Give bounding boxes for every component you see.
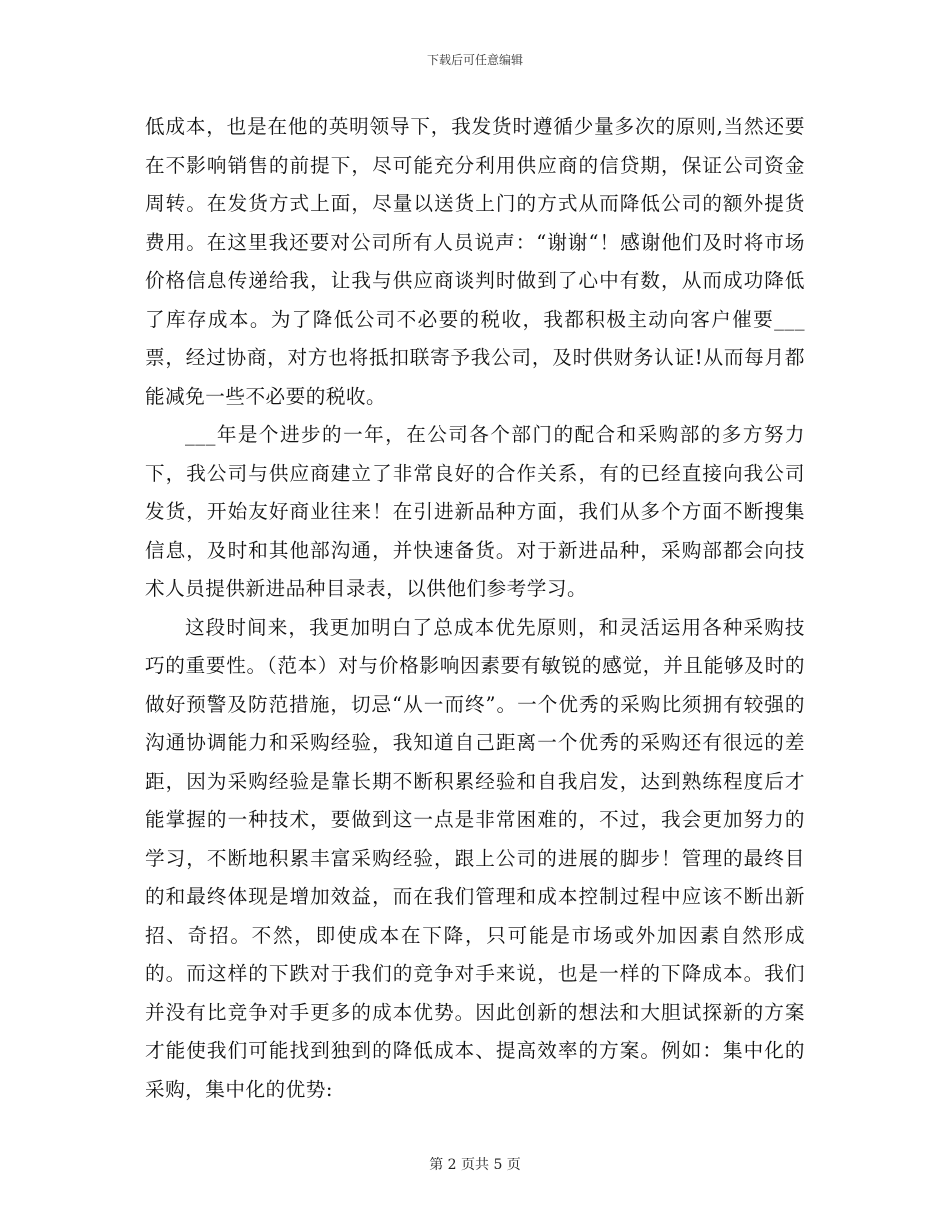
page-header: 下载后可任意编辑	[426, 53, 523, 67]
paragraph-progress-year: ___年是个进步的一年，在公司各个部门的配合和采购部的多方努力下，我公司与供应商建立了非常良好的合作关系，有的已经直接向我公司发货，开始友好商业往来！在引进新品种方面，我们从多个方面不断搜集信息，及时和其他部沟通，并快速备货。对于新进品种，采购部都会向技术人员提供新进品种目录表，以供他们参考学习。	[145, 423, 805, 600]
page-number: 第 2 页共 5 页	[429, 1157, 521, 1173]
paragraph-cost-principle: 这段时间来，我更加明白了总成本优先原则，和灵活运用各种采购技巧的重要性。（范本）对与价格影响因素要有敏锐的感觉，并且能够及时的做好预警及防范措施，切忌“从一而终”。一个优秀的采购比须拥有较强的沟通协调能力和采购经验，我知道自己距离一个优秀的采购还有很远的差距，因为采购经验是靠长期不断积累经验和自我启发，达到熟练程度后才能掌握的一种技术，要做到这一点是非常困难的，不过，我会更加努力的学习，不断地积累丰富采购经验，跟上公司的进展的脚步！管理的最终目的和最终体现是增加效益，而在我们管理和成本控制过程中应该不断出新招、奇招。不然，即使成本在下降，只可能是市场或外加因素自然形成的。而这样的下跌对于我们的竞争对手来说，也是一样的下降成本。我们并没有比竞争对手更多的成本优势。因此创新的想法和大胆试探新的方案才能使我们可能找到独到的降低成本、提高效率的方案。例如：集中化的采购，集中化的优势:	[145, 615, 805, 1101]
document-body	[145, 108, 805, 1109]
paragraph-continuation: 低成本，也是在他的英明领导下，我发货时遵循少量多次的原则,当然还要在不影响销售的前提下，尽可能充分利用供应商的信贷期，保证公司资金周转。在发货方式上面，尽量以送货上门的方式从而降低公司的额外提货费用。在这里我还要对公司所有人员说声：“谢谢“！感谢他们及时将市场价格信息传递给我，让我与供应商谈判时做到了心中有数，从而成功降低了库存成本。为了降低公司不必要的税收，我都积极主动向客户催要___票，经过协商，对方也将抵扣联寄予我公司，及时供财务认证!从而每月都能减免一些不必要的税收。	[145, 115, 805, 408]
